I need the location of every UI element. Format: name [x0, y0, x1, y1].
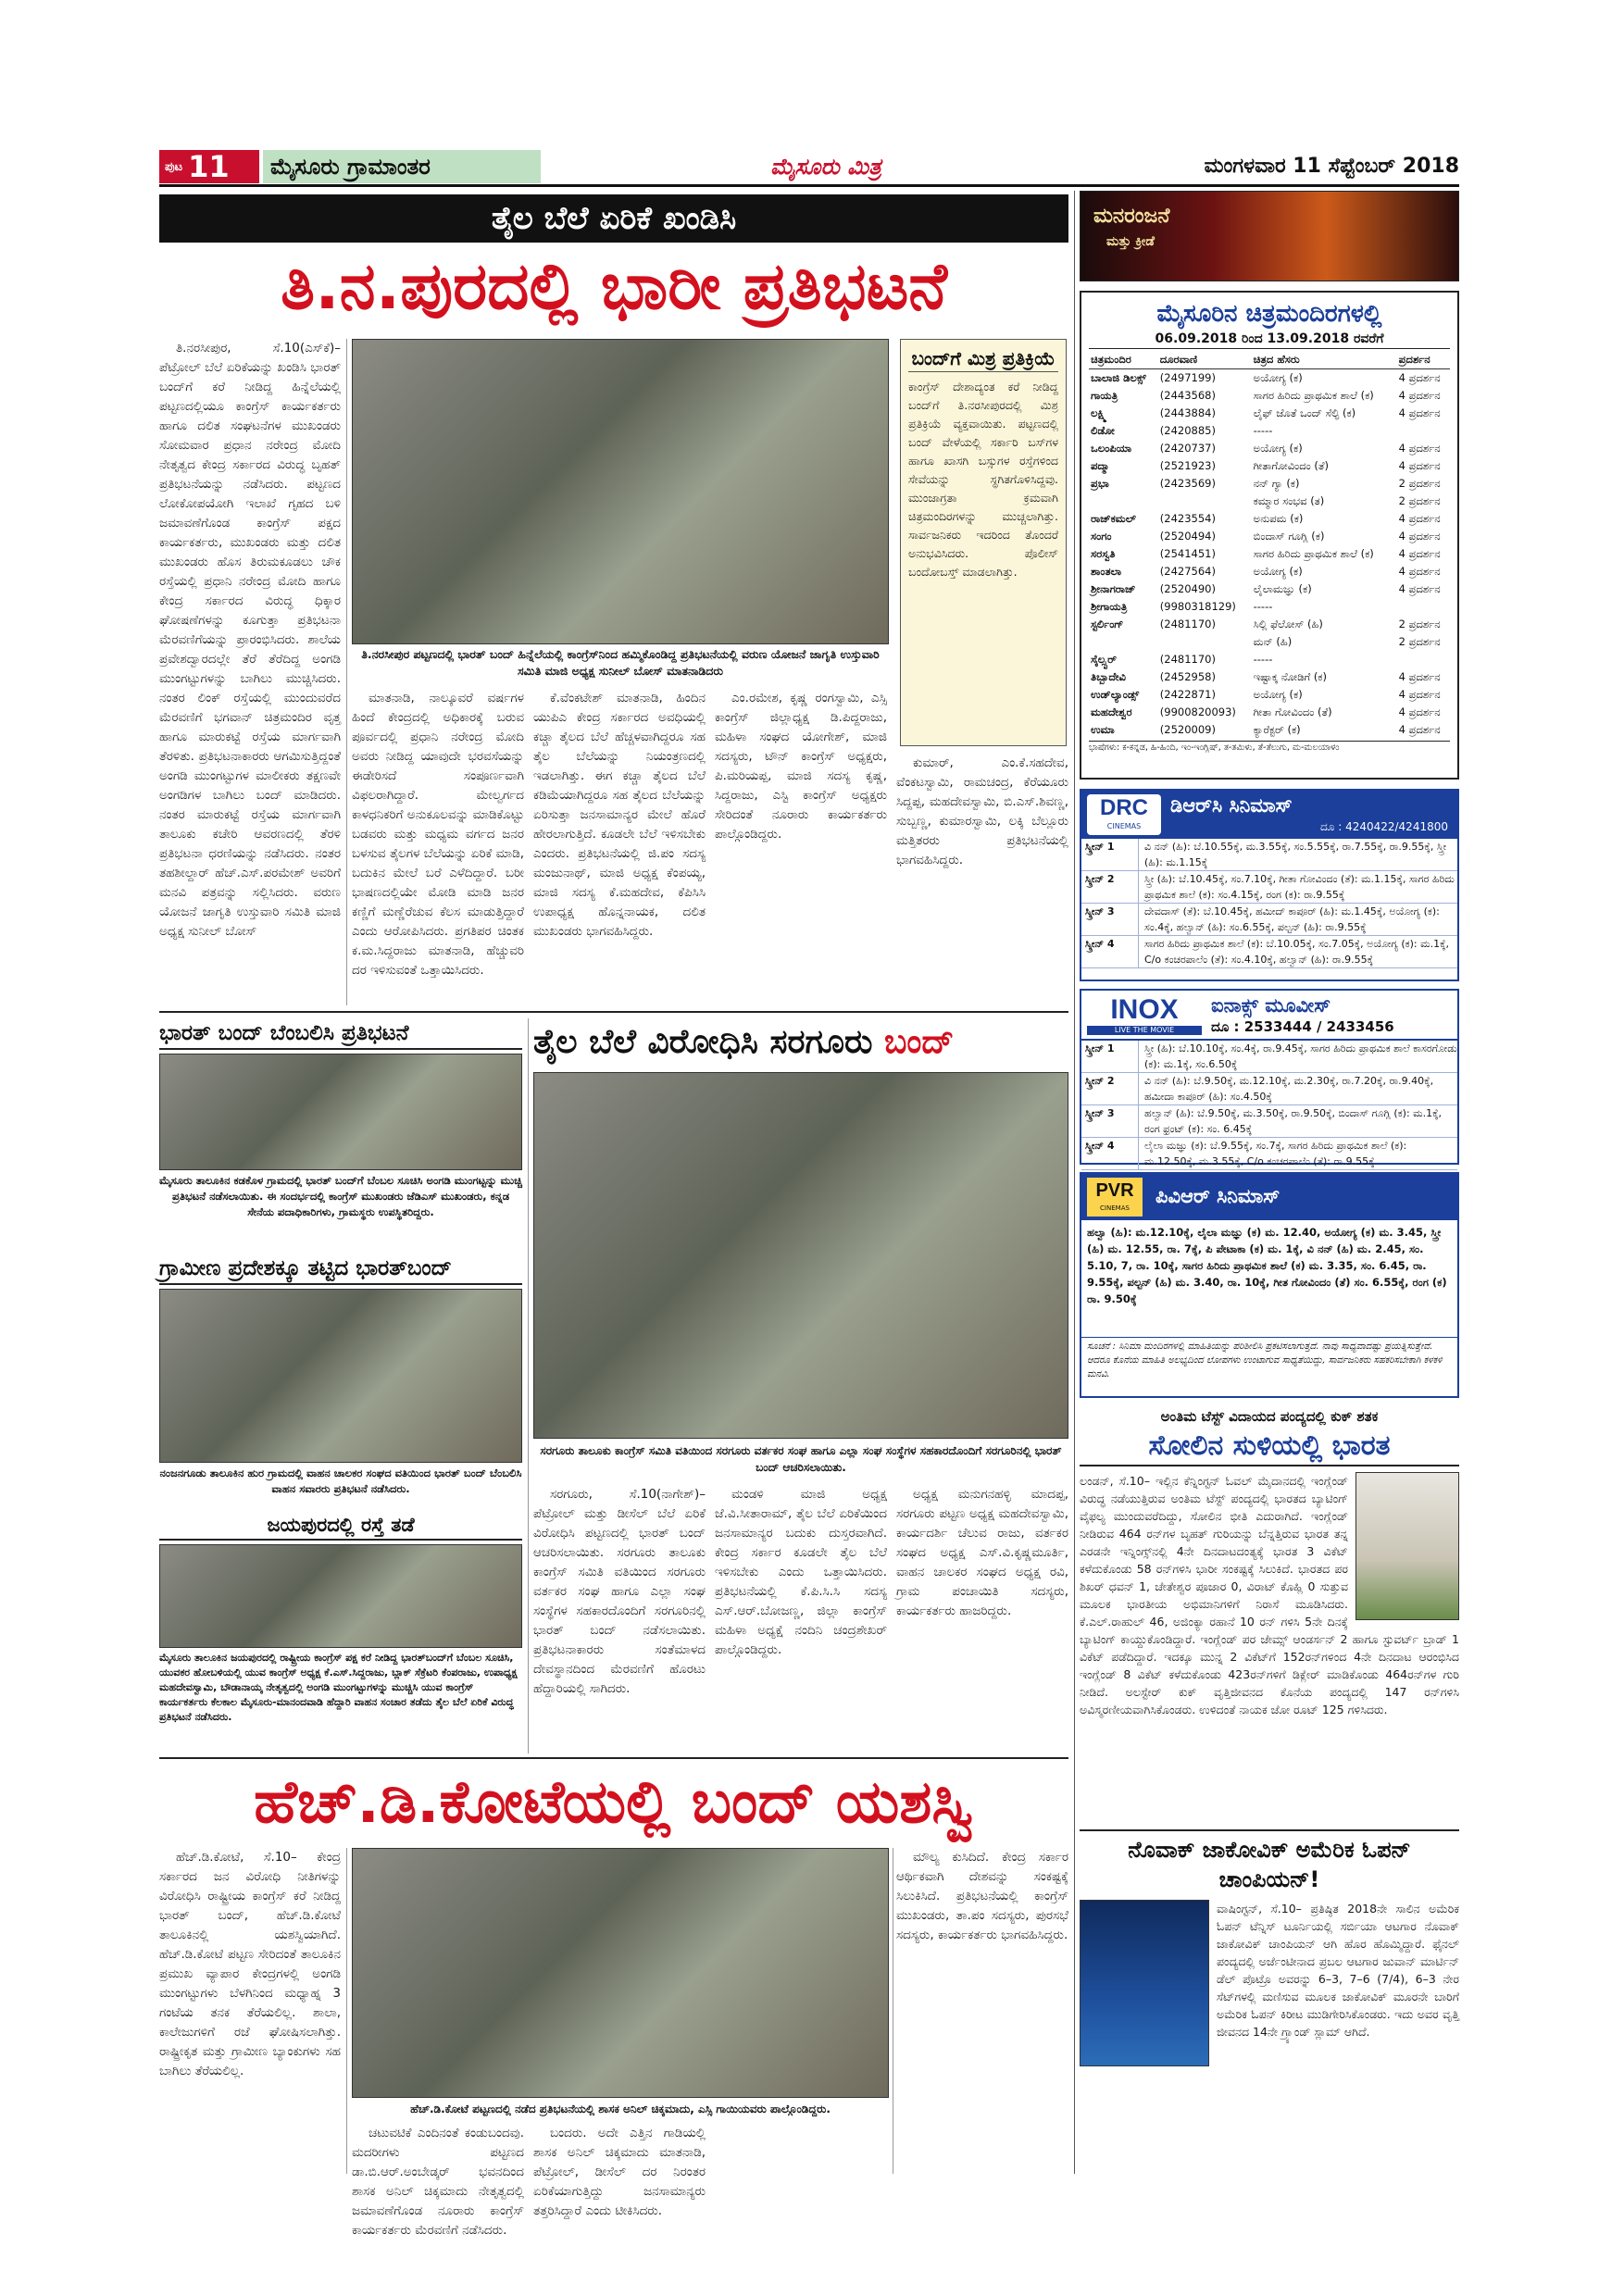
cinema-film: ಕ್ಯಾರೆಕ್ಟರ್ (ಕ) — [1253, 723, 1301, 736]
cinema-listing-title: ಮೈಸೂರಿನ ಚಿತ್ರಮಂದಿರಗಳಲ್ಲಿ — [1156, 300, 1382, 328]
drc-screen-label: ಸ್ಕ್ರೀನ್ 1 — [1081, 839, 1139, 870]
cinema-film: ಅನುಪಮ (ಕ) — [1253, 512, 1304, 525]
sports-photo — [1355, 1472, 1459, 1620]
cinema-phone: (9980318129) — [1159, 600, 1236, 613]
inox-screen-row — [1081, 1138, 1457, 1170]
cinema-film: ಸಾಗರ ಹಿರಿದು ಪ್ರಾಥಮಿಕ ಶಾಲೆ (ಕ) — [1253, 389, 1374, 402]
cinema-phone: (2423569) — [1159, 477, 1216, 490]
bandh-support-caption: ಮೈಸೂರು ತಾಲೂಕಿನ ಕಡಕೊಳ ಗ್ರಾಮದಲ್ಲಿ ಭಾರತ್ ಬಂದ್‌ಗೆ ಬೆಂಬಲ ಸೂಚಿಸಿ ಅಂಗಡಿ ಮುಂಗಟ್ಟನ್ನು ಮುಚ್ಚಿ ಪ್ರತಿಭಟನೆ ನಡೆಸಲಾಯಿತು. ಈ ಸಂದರ್ಭದಲ್ಲಿ ಕಾಂಗ್ರೆಸ್ ಮುಖಂಡರು ಜೆಡಿಎಸ್ ಮುಖಂಡರು, ಕನ್ನಡ ಸೇನೆಯ ಪದಾಧಿಕಾರಿಗಳು, ಗ್ರಾಮಸ್ಥರು ಉಪಸ್ಥಿತರಿದ್ದರು. — [159, 1174, 523, 1218]
lead-col3-text: ಕೆ.ವೆಂಕಟೇಶ್ ಮಾತನಾಡಿ, ಹಿಂದಿನ ಯುಪಿಎ ಕೇಂದ್ರ ಸರ್ಕಾರದ ಅವಧಿಯಲ್ಲಿ ಕಚ್ಚಾ ತೈಲದ ಬೆಲೆ ಹೆಚ್ಚಳವಾಗಿದ್ದರೂ ಸಹ ತೈಲ ಬೆಲೆಯನ್ನು ನಿಯಂತ್ರಣದಲ್ಲಿ ಇಡಲಾಗಿತ್ತು. ಈಗ ಕಚ್ಚಾ ತೈಲದ ಬೆಲೆ ಕಡಿಮೆಯಾಗಿದ್ದರೂ ಸಹ ತೈಲದ ಬೆಲೆಯನ್ನು ಏರಿಸುತ್ತಾ ಜನಸಾಮಾನ್ಯರ ಮೇಲೆ ಹೊರೆ ಹೇರಲಾಗುತ್ತಿದೆ. ಕೂಡಲೇ ಬೆಲೆ ಇಳಿಸಬೇಕು ಎಂದರು. ಪ್ರತಿಭಟನೆಯಲ್ಲಿ ಜಿ.ಪಂ ಸದಸ್ಯ ಮಂಜುನಾಥ್, ಮಾಜಿ ಅಧ್ಯಕ್ಷ ಕೆಂಪಯ್ಯ, ಮಾಜಿ ಸದಸ್ಯ ಕೆ.ಮಹದೇವ, ಕೆಪಿಸಿಸಿ ಉಪಾಧ್ಯಕ್ಷ ಹೊನ್ನನಾಯಕ, ದಲಿತ ಮುಖಂಡರು ಭಾಗವಹಿಸಿದ್ದರು. — [533, 691, 706, 939]
cinema-theatre: ಶಾಂತಲಾ — [1091, 565, 1122, 578]
drc-logo-text: DRC — [1100, 795, 1148, 820]
sports-story — [1080, 1405, 1459, 1822]
cinema-theatre: ಸ್ಟರ್ಲಿಂಗ್ — [1091, 618, 1124, 630]
cinema-row — [1089, 704, 1450, 721]
cinema-theatre: ಲಕ್ಷ್ಮಿ — [1091, 406, 1107, 419]
sargur-column-3 — [896, 1485, 1068, 1753]
cinema-shows — [1397, 651, 1450, 668]
hdkote-column-1 — [159, 1848, 341, 2174]
rural-bandh-photo — [159, 1289, 522, 1463]
drc-screen-listing: ದೇವದಾಸ್ (ತೆ): ಬೆ.10.45ಕ್ಕೆ, ಹಮೀದ್ ಕಾಪೂರ್ (ಹಿ): ಮ.1.45ಕ್ಕೆ, ಅಯೋಗ್ಯ (ಕ): ಸಂ.4ಕ್ಕೆ, ಹಲ್ವಾನ್ (ಹಿ): ಸಂ.6.55ಕ್ಕೆ, ಪಲ್ಟನ್ (ಹಿ): ರಾ.9.55ಕ್ಕೆ — [1144, 905, 1440, 933]
cinema-row — [1089, 457, 1450, 475]
sargur-column-2 — [715, 1485, 887, 1753]
cinema-film: ಲೈಫ್ ಜೊತೆ ಒಂದ್ ಸೆಲ್ಫಿ (ಕ) — [1253, 406, 1356, 419]
tennis-headline: ನೊವಾಕ್ ಜಾಕೋವಿಕ್ ಅಮೆರಿಕ ಓಪನ್ ಚಾಂಪಿಯನ್! — [1128, 1837, 1411, 1892]
cinema-film: ಗೀತಾ ಗೋವಿಂದಂ (ತೆ) — [1253, 705, 1332, 718]
cinema-shows: 4 ಪ್ರದರ್ಶನ — [1398, 688, 1441, 701]
cinema-row — [1089, 580, 1450, 598]
cinema-film: ಮನ್ (ಹಿ) — [1253, 635, 1293, 648]
hdkote-col2-text: ಚಟುವಟಿಕೆ ಎಂದಿನಂತೆ ಕಂಡುಬಂದವು. ಮದರೀಗಳು ಪಟ್ಟಣದ ಡಾ.ಬಿ.ಆರ್.ಅಂಬೇಡ್ಕರ್ ಭವನದಿಂದ ಶಾಸಕ ಅನಿಲ್ ಚಿಕ್ಕಮಾದು ನೇತೃತ್ವದಲ್ಲಿ ಜಮಾವಣೆಗೊಂಡ ನೂರಾರು ಕಾಂಗ್ರೆಸ್ ಕಾರ್ಯಕರ್ತರು ಮೆರವಣಿಗೆ ನಡೆಸಿದರು. — [352, 2126, 524, 2238]
sargur-col3-text: ಅಧ್ಯಕ್ಷ ಮನುಗನಹಳ್ಳಿ ಮಾದಪ್ಪ, ಸರಗೂರು ಪಟ್ಟಣ ಅಧ್ಯಕ್ಷ ಮಹದೇವಸ್ವಾಮಿ, ಕಾರ್ಯದರ್ಶಿ ಚೆಲುವ ರಾಜು, ವರ್ತಕರ ಸಂಘದ ಅಧ್ಯಕ್ಷ ಎಸ್.ವಿ.ಕೃಷ್ಣಮೂರ್ತಿ, ವಾಹನ ಚಾಲಕರ ಸಂಘದ ಅಧ್ಯಕ್ಷ ರವಿ, ಗ್ರಾಮ ಪಂಚಾಯಿತಿ ಸದಸ್ಯರು, ಕಾರ್ಯಕರ್ತರು ಹಾಜರಿದ್ದರು. — [896, 1487, 1068, 1618]
bandh-support-headline: ಭಾರತ್ ಬಂದ್ ಬೆಂಬಲಿಸಿ ಪ್ರತಿಭಟನೆ — [159, 1018, 522, 1050]
page-label: ಪುಟ — [165, 159, 183, 174]
lead-column-2 — [352, 689, 524, 1004]
rural-bandh-caption: ನಂಜನಗೂಡು ತಾಲೂಕಿನ ಹುರ ಗ್ರಾಮದಲ್ಲಿ ವಾಹನ ಚಾಲಕರ ಸಂಘದ ವತಿಯಿಂದ ಭಾರತ್ ಬಂದ್ ಬೆಂಬಲಿಸಿ ವಾಹನ ಸವಾರರು ಪ್ರತಿಭಟನೆ ನಡೆಸಿದರು. — [159, 1466, 522, 1495]
cinema-film: ಅಯೋಗ್ಯ (ಕ) — [1253, 371, 1303, 384]
lead-photo — [352, 339, 889, 644]
inox-logo — [1087, 994, 1202, 1037]
sargur-headline-red: ಬಂದ್ — [884, 1023, 955, 1061]
inox-logo-sub: LIVE THE MOVIE — [1087, 1026, 1202, 1035]
cinema-film: ಸಿಲ್ಲಿ ಫೆಲೋಸ್ (ಹಿ) — [1253, 618, 1323, 630]
cinema-row — [1089, 422, 1450, 440]
cinema-shows: 2 ಪ್ರದರ್ಶನ — [1398, 635, 1441, 648]
cinema-row — [1089, 369, 1450, 388]
hdkote-col3-text: ಬಂದರು. ಅದೇ ಎತ್ತಿನ ಗಾಡಿಯಲ್ಲಿ ಶಾಸಕ ಅನಿಲ್ ಚಿಕ್ಕಮಾದು ಮಾತನಾಡಿ, ಪೆಟ್ರೋಲ್, ಡೀಸೆಲ್ ದರ ನಿರಂತರ ಏರಿಕೆಯಾಗುತ್ತಿದ್ದು ಜನಸಾಮಾನ್ಯರು ತತ್ತರಿಸಿದ್ದಾರೆ ಎಂದು ಟೀಕಿಸಿದರು. — [533, 2126, 706, 2218]
cinema-row — [1089, 598, 1450, 616]
cinema-row — [1089, 651, 1450, 668]
cinema-film: ಕಮ್ಮಾರ ಸಂಭವ (ತ) — [1253, 494, 1325, 507]
reaction-box-title: ಬಂದ್‌ಗೆ ಮಿಶ್ರ ಪ್ರತಿಕ್ರಿಯೆ — [908, 345, 1058, 372]
cinema-row — [1089, 633, 1450, 651]
cinema-phone — [1158, 493, 1252, 510]
cinema-theatre: ಉಡ್‌ಲ್ಯಾಂಡ್ಸ್ — [1091, 688, 1140, 701]
page-number-badge — [159, 150, 259, 183]
lead-photo-caption: ತಿ.ನರಸೀಪುರ ಪಟ್ಟಣದಲ್ಲಿ ಭಾರತ್ ಬಂದ್ ಹಿನ್ನೆಲೆಯಲ್ಲಿ ಕಾಂಗ್ರೆಸ್‌ನಿಂದ ಹಮ್ಮಿಕೊಂಡಿದ್ದ ಪ್ರತಿಭಟನೆಯಲ್ಲಿ ವರುಣ ಯೋಜನೆ ಜಾಗೃತಿ ಉಸ್ತುವಾರಿ ಸಮಿತಿ ಮಾಜಿ ಅಧ್ಯಕ್ಷ ಸುನೀಲ್ ಬೋಸ್ ಮಾತನಾಡಿದರು — [361, 647, 880, 678]
cinema-phone — [1158, 633, 1252, 651]
cinema-row — [1089, 405, 1450, 422]
cinema-shows: 2 ಪ್ರದರ್ಶನ — [1398, 494, 1441, 507]
col-film: ಚಿತ್ರದ ಹೆಸರು — [1252, 351, 1397, 369]
pvr-title: ಪಿವಿಆರ್ ಸಿನಿಮಾಸ್ — [1156, 1185, 1280, 1207]
inox-cinemas-box — [1080, 989, 1459, 1165]
cinema-row — [1089, 528, 1450, 545]
inox-logo-text: INOX — [1110, 994, 1179, 1025]
cinema-theatre: ಪ್ರಭಾ — [1091, 477, 1109, 490]
inox-screen-label: ಸ್ಕ್ರೀನ್ 1 — [1081, 1041, 1139, 1072]
pvr-cinemas-box — [1080, 1172, 1459, 1398]
inox-screen-label: ಸ್ಕ್ರೀನ್ 3 — [1081, 1105, 1139, 1137]
cinema-listing-body — [1089, 369, 1450, 740]
cinema-theatre — [1089, 633, 1158, 651]
lead-column-3 — [533, 689, 706, 1004]
pvr-note: ಸೂಚನೆ : ಸಿನಿಮಾ ಮಂದಿರಗಳಲ್ಲಿ ಮಾಹಿತಿಯನ್ನು ಪರಿಶೀಲಿಸಿ ಪ್ರಕಟಿಸಲಾಗುತ್ತದೆ. ನಾವು ಸಾಧ್ಯವಾದಷ್ಟು ಪ್ರಯತ್ನಿಸುತ್ತೇವೆ. ಆದರೂ ಕೊನೆಯ ಮಾಹಿತಿ ಅಲಭ್ಯದಿಂದ ಲೋಪಗಳು ಉಂಟಾಗುವ ಸಾಧ್ಯತೆಯಿದ್ದು, ಸಾರ್ವಜನಿಕರು ಸಹಕರಿಸಬೇಕಾಗಿ ಕಳಕಳಿ ಮನವಿ. — [1081, 1337, 1457, 1394]
cinema-phone: (2420885) — [1159, 424, 1216, 437]
cinema-row — [1089, 545, 1450, 563]
col-phone: ದೂರವಾಣಿ — [1158, 351, 1252, 369]
inox-screen-listing: ಹಲ್ವಾನ್ (ಹಿ): ಬೆ.9.50ಕ್ಕೆ, ಮ.3.50ಕ್ಕೆ, ರಾ.9.50ಕ್ಕೆ, ಬಿಂದಾಸ್ ಗೂಗ್ಲಿ (ಕ): ಮ.1ಕ್ಕೆ, ರಂಗ ಫ್ರಂಟ್ (ಕ): ಸಂ. 6.45ಕ್ಕೆ — [1144, 1107, 1443, 1135]
jayapura-photo — [159, 1544, 522, 1648]
pvr-logo — [1087, 1178, 1143, 1217]
drc-showtimes — [1081, 839, 1457, 968]
inox-screen-row — [1081, 1105, 1457, 1138]
tennis-photo — [1080, 1900, 1209, 2066]
drc-screen-listing: ವಿ ನನ್ (ಹಿ): ಬೆ.10.55ಕ್ಕೆ, ಮ.3.55ಕ್ಕೆ, ಸಂ.5.55ಕ್ಕೆ, ರಾ.7.55ಕ್ಕೆ, ರಾ.9.55ಕ್ಕೆ, ಸ್ತ್ರೀ (ಹಿ): ಮ.1.15ಕ್ಕೆ — [1144, 841, 1447, 868]
pvr-header — [1081, 1174, 1457, 1220]
cinema-row — [1089, 440, 1450, 457]
entertainment-title: ಮನರಂಜನೆ — [1093, 205, 1170, 228]
cinema-film: ಇಷ್ಟಾಕ್ಕ ನೋಡಿಗೆ (ಕ) — [1253, 670, 1327, 683]
cinema-shows: 4 ಪ್ರದರ್ಶನ — [1398, 582, 1441, 595]
lead-col5-text: ಕುಮಾರ್, ಎಂ.ಕೆ.ಸಹದೇವ, ವೆಂಕಟಸ್ವಾಮಿ, ರಾಮಚಂದ್ರ, ಕೆರೆಯೂರು ಸಿದ್ದಪ್ಪ, ಮಹದೇವಸ್ವಾಮಿ, ಬಿ.ಎಸ್.ಶಿವಣ್ಣ, ಸುಬ್ಬಣ್ಣ, ಕುಮಾರಸ್ವಾಮಿ, ಲಕ್ಕಿ ಬೆಲ್ಲೂರು ಮತ್ತಿತರರು ಪ್ರತಿಭಟನೆಯಲ್ಲಿ ಭಾಗವಹಿಸಿದ್ದರು. — [896, 755, 1068, 867]
drc-screen-label: ಸ್ಕ್ರೀನ್ 3 — [1081, 904, 1139, 935]
rural-bandh-story — [159, 1254, 522, 1505]
inox-screen-listing: ಲೈಲಾ ಮಜ್ಞು (ಕ): ಬೆ.9.55ಕ್ಕೆ, ಸಂ.7ಕ್ಕೆ, ಸಾಗರ ಹಿರಿದು ಪ್ರಾಥಮಿಕ ಶಾಲೆ (ಕ): ಮ.12.50ಕ್ಕೆ, ಮ.3.55ಕ್ಕೆ, C/o ಕಂಚರಪಾಲೆಂ (ತೆ): ರಾ.9.55ಕ್ಕೆ — [1144, 1140, 1407, 1167]
section-label: ಮೈಸೂರು ಗ್ರಾಮಾಂತರ — [263, 150, 541, 183]
sargur-headline-main: ತೈಲ ಬೆಲೆ ವಿರೋಧಿಸಿ ಸರಗೂರು — [533, 1023, 885, 1061]
inox-phone: ದೂ : 2533444 / 2433456 — [1211, 1018, 1394, 1035]
hdkote-col1-text: ಹೆಚ್.ಡಿ.ಕೋಟೆ, ಸೆ.10– ಕೇಂದ್ರ ಸರ್ಕಾರದ ಜನ ವಿರೋಧಿ ನೀತಿಗಳನ್ನು ವಿರೋಧಿಸಿ ರಾಷ್ಟ್ರೀಯ ಕಾಂಗ್ರೆಸ್ ಕರೆ ನೀಡಿದ್ದ ಭಾರತ್ ಬಂದ್, ಹೆಚ್.ಡಿ.ಕೋಟೆ ತಾಲೂಕಿನಲ್ಲಿ ಯಶಸ್ವಿಯಾಗಿದೆ. ಹೆಚ್.ಡಿ.ಕೋಟೆ ಪಟ್ಟಣ ಸೇರಿದಂತೆ ತಾಲೂಕಿನ ಪ್ರಮುಖ ವ್ಯಾಪಾರ ಕೇಂದ್ರಗಳಲ್ಲಿ ಅಂಗಡಿ ಮುಂಗಟ್ಟುಗಳು ಬೆಳಗಿನಿಂದ ಮಧ್ಯಾಹ್ನ 3 ಗಂಟೆಯ ತನಕ ತೆರೆಯಲಿಲ್ಲ. ಶಾಲಾ, ಕಾಲೇಜುಗಳಿಗೆ ರಜೆ ಘೋಷಿಸಲಾಗಿತ್ತು. ರಾಷ್ಟ್ರೀಕೃತ ಮತ್ತು ಗ್ರಾಮೀಣ ಬ್ಯಾಂಕುಗಳು ಸಹ ಬಾಗಿಲು ತೆರೆಯಲಿಲ್ಲ. — [159, 1850, 341, 2078]
cinema-film: ಅಯೋಗ್ಯ (ಕ) — [1253, 688, 1303, 701]
pvr-logo-sub: CINEMAS — [1100, 1204, 1130, 1212]
cinema-shows: 4 ಪ್ರದರ್ಶನ — [1398, 389, 1441, 402]
cinema-phone: (2422871) — [1159, 688, 1216, 701]
cinema-phone: (2520490) — [1159, 582, 1216, 595]
cinema-theatre: ಶ್ರೀನಾಗರಾಜ್ — [1091, 582, 1136, 595]
jayapura-headline: ಜಯಪುರದಲ್ಲಿ ರಸ್ತೆ ತಡೆ — [159, 1511, 522, 1541]
drc-screen-row — [1081, 936, 1457, 968]
drc-screen-row — [1081, 839, 1457, 871]
col-theatre: ಚಿತ್ರಮಂದಿರ — [1089, 351, 1158, 369]
cinema-theatre: ರಾಜ್‌ಕಮಲ್ — [1091, 512, 1136, 525]
cinema-shows: 2 ಪ್ರದರ್ಶನ — [1398, 618, 1441, 630]
cinema-theatre: ಲಿಡೋ — [1091, 424, 1115, 437]
cinema-phone: (2520494) — [1159, 530, 1216, 543]
inox-showtimes — [1081, 1041, 1457, 1170]
hdkote-photo — [352, 1848, 889, 2098]
sargur-col2-text: ಮಂಡಳಿ ಮಾಜಿ ಅಧ್ಯಕ್ಷ ಜೆ.ವಿ.ಸೀತಾರಾಮ್, ತೈಲ ಬೆಲೆ ಏರಿಕೆಯಿಂದ ಜನಸಾಮಾನ್ಯರ ಬದುಕು ದುಸ್ತರವಾಗಿದೆ. ಕೇಂದ್ರ ಸರ್ಕಾರ ಕೂಡಲೇ ತೈಲ ಬೆಲೆ ಇಳಿಸಬೇಕು ಎಂದು ಒತ್ತಾಯಿಸಿದರು. ಪ್ರತಿಭಟನೆಯಲ್ಲಿ ಕೆ.ಪಿ.ಸಿ.ಸಿ ಸದಸ್ಯ ಎಸ್.ಆರ್.ಬೋಜಣ್ಣ, ಜಿಲ್ಲಾ ಕಾಂಗ್ರೆಸ್ ಮಹಿಳಾ ಅಧ್ಯಕ್ಷೆ ನಂದಿನಿ ಚಂದ್ರಶೇಖರ್ ಪಾಲ್ಗೊಂಡಿದ್ದರು. — [715, 1487, 887, 1657]
inox-screen-listing: ಸ್ತ್ರೀ (ಹಿ): ಬೆ.10.10ಕ್ಕೆ, ಸಂ.4ಕ್ಕೆ, ರಾ.9.45ಕ್ಕೆ, ಸಾಗರ ಹಿರಿದು ಪ್ರಾಥಮಿಕ ಶಾಲೆ ಕಾಸರಗೋಡು (ಕ): ಮ.1ಕ್ಕೆ, ಸಂ.6.50ಕ್ಕೆ — [1144, 1042, 1457, 1070]
drc-title: ಡಿಆರ್‌ಸಿ ಸಿನಿಮಾಸ್ — [1170, 794, 1293, 817]
cinema-row — [1089, 475, 1450, 493]
cinema-theatre — [1089, 493, 1158, 510]
drc-screen-listing: ಸಾಗರ ಹಿರಿದು ಪ್ರಾಥಮಿಕ ಶಾಲೆ (ಕ): ಬೆ.10.05ಕ್ಕೆ, ಸಂ.7.05ಕ್ಕೆ, ಅಯೋಗ್ಯ (ಕ): ಮ.1ಕ್ಕೆ, C/o ಕಂಚರಪಾಲೆಂ (ತೆ): ಸಂ.4.10ಕ್ಕೆ, ಹಲ್ವಾನ್ (ಹಿ): ರಾ.9.55ಕ್ಕೆ — [1144, 938, 1450, 966]
cinema-shows: 4 ಪ್ರದರ್ಶನ — [1398, 371, 1441, 384]
sargur-col1-text: ಸರಗೂರು, ಸೆ.10(ನಾಗೇಶ್)– ಪೆಟ್ರೋಲ್ ಮತ್ತು ಡೀಸೆಲ್ ಬೆಲೆ ಏರಿಕೆ ವಿರೋಧಿಸಿ ಪಟ್ಟಣದಲ್ಲಿ ಭಾರತ್ ಬಂದ್ ಆಚರಿಸಲಾಯಿತು. ಸರಗೂರು ತಾಲೂಕು ಕಾಂಗ್ರೆಸ್ ಸಮಿತಿ ವತಿಯಿಂದ ಸರಗೂರು ವರ್ತಕರ ಸಂಘ ಹಾಗೂ ಎಲ್ಲಾ ಸಂಘ ಸಂಸ್ಥೆಗಳ ಸಹಕಾರದೊಂದಿಗೆ ಸರಗೂರಿನಲ್ಲಿ ಭಾರತ್ ಬಂದ್ ನಡೆಸಲಾಯಿತು. ಪ್ರತಿಭಟನಾಕಾರರು ಸಂತೆಮಾಳದ ದೇವಸ್ಥಾನದಿಂದ ಮೆರವಣಿಗೆ ಹೊರಟು ಹೆದ್ದಾರಿಯಲ್ಲಿ ಸಾಗಿದರು. — [533, 1487, 706, 1696]
cinema-phone: (2443884) — [1159, 406, 1216, 419]
cinema-shows: 4 ಪ್ರದರ್ಶನ — [1398, 565, 1441, 578]
tennis-story — [1080, 1829, 1459, 2174]
cinema-film: ----- — [1253, 653, 1273, 666]
inox-screen-row — [1081, 1073, 1457, 1105]
cinema-phone: (2423554) — [1159, 512, 1216, 525]
lead-column-1 — [159, 339, 341, 1005]
paper-name: ಮೈಸೂರು ಮಿತ್ರ — [770, 154, 881, 180]
hdkote-col4-text: ಮೌಲ್ಯ ಕುಸಿದಿದೆ. ಕೇಂದ್ರ ಸರ್ಕಾರ ಆರ್ಥಿಕವಾಗಿ ದೇಶವನ್ನು ಸಂಕಷ್ಟಕ್ಕೆ ಸಿಲುಕಿಸಿದೆ. ಪ್ರತಿಭಟನೆಯಲ್ಲಿ ಕಾಂಗ್ರೆಸ್ ಮುಖಂಡರು, ತಾ.ಪಂ ಸದಸ್ಯರು, ಪುರಸಭೆ ಸದಸ್ಯರು, ಕಾರ್ಯಕರ್ತರು ಭಾಗವಹಿಸಿದ್ದರು. — [896, 1850, 1068, 1942]
drc-header — [1081, 791, 1457, 839]
cinema-phone: (2481170) — [1159, 653, 1216, 666]
page-header — [159, 148, 1459, 187]
cinema-theatre: ತಿಬ್ಬಾದೇವಿ — [1091, 670, 1126, 683]
cinema-film: ----- — [1253, 600, 1273, 613]
cinema-theatre: ಸರಸ್ವತಿ — [1091, 547, 1116, 560]
cinema-theatre: ಉಮಾ — [1091, 723, 1115, 736]
lead-column-5 — [896, 754, 1068, 1004]
cinema-row — [1089, 721, 1450, 739]
cinema-theatre: ಸಂಗಂ — [1091, 530, 1112, 543]
cinema-theatre: ಪದ್ಮಾ — [1091, 459, 1110, 472]
cinema-phone: (2520009) — [1159, 723, 1216, 736]
sargur-photo — [533, 1072, 1068, 1439]
hdkote-column-3 — [533, 2124, 706, 2218]
cinema-shows — [1397, 422, 1450, 440]
drc-screen-row — [1081, 904, 1457, 936]
inox-screen-row — [1081, 1041, 1457, 1073]
cinema-film: ಬಿಂದಾಸ್ ಗೂಗ್ಲಿ (ಕ) — [1253, 530, 1325, 543]
drc-screen-row — [1081, 871, 1457, 904]
cinema-shows: 4 ಪ್ರದರ್ಶನ — [1398, 442, 1441, 455]
cinema-shows: 2 ಪ್ರದರ್ಶನ — [1398, 477, 1441, 490]
cinema-listing-legend: ಭಾಷೆಗಳು: ಕ-ಕನ್ನಡ, ಹಿ-ಹಿಂದಿ, ಇಂ-ಇಂಗ್ಲಿಷ್, ತ-ತಮಿಳು, ತೆ-ತೆಲುಗು, ಮ-ಮಲಯಾಳಂ — [1089, 741, 1450, 755]
cinema-theatre: ಬಾಲಾಜಿ ಡಿಲಕ್ಸ್ — [1091, 371, 1146, 384]
drc-screen-label: ಸ್ಕ್ರೀನ್ 4 — [1081, 936, 1139, 967]
cinema-row — [1089, 510, 1450, 528]
cinema-phone: (9900820093) — [1159, 705, 1236, 718]
cinema-shows — [1397, 598, 1450, 616]
bandh-support-photo — [159, 1054, 522, 1170]
page-date: ಮಂಗಳವಾರ 11 ಸೆಪ್ಟೆಂಬರ್ 2018 — [1204, 155, 1459, 178]
lead-kicker: ತೈಲ ಬೆಲೆ ಏರಿಕೆ ಖಂಡಿಸಿ — [159, 194, 1068, 243]
drc-screen-listing: ಸ್ತ್ರೀ (ಹಿ): ಬೆ.10.45ಕ್ಕೆ, ಸಂ.7.10ಕ್ಕೆ, ಗೀತಾ ಗೋವಿಂದಂ (ತೆ): ಮ.1.15ಕ್ಕೆ, ಸಾಗರ ಹಿರಿದು ಪ್ರಾಥಮಿಕ ಶಾಲೆ (ಕ): ಸಂ.4.15ಕ್ಕೆ, ರಂಗ (ಕ): ರಾ.9.55ಕ್ಕೆ — [1144, 873, 1455, 901]
cinema-row — [1089, 616, 1450, 633]
sargur-column-1 — [533, 1485, 706, 1753]
cinema-listing — [1080, 291, 1459, 780]
drc-logo — [1087, 794, 1161, 835]
lead-column-4 — [715, 689, 887, 1004]
cinema-phone: (2481170) — [1159, 618, 1216, 630]
entertainment-banner — [1080, 191, 1459, 281]
cinema-theatre: ಶ್ರೀಗಾಯತ್ರಿ — [1091, 600, 1128, 613]
cinema-phone: (2497199) — [1159, 371, 1216, 384]
cinema-theatre: ಮಹದೇಶ್ವರ — [1091, 705, 1132, 718]
cinema-film: ಅಯೋಗ್ಯ (ಕ) — [1253, 565, 1303, 578]
jayapura-caption: ಮೈಸೂರು ತಾಲೂಕಿನ ಜಯಪುರದಲ್ಲಿ ರಾಷ್ಟ್ರೀಯ ಕಾಂಗ್ರೆಸ್ ಪಕ್ಷ ಕರೆ ನೀಡಿದ್ದ ಭಾರತ್‌ಬಂದ್‌ಗೆ ಬೆಂಬಲ ಸೂಚಿಸಿ, ಯುವಕರ ಹೋಬಳಿಯಲ್ಲಿ ಯುವ ಕಾಂಗ್ರೆಸ್ ಅಧ್ಯಕ್ಷ ಕೆ.ಎಸ್.ಸಿದ್ದರಾಜು, ಬ್ಲಾಕ್ ಸೆಕ್ರೆಟರಿ ಕೆಂಪರಾಜು, ಉಪಾಧ್ಯಕ್ಷ ಮಹದೇವಸ್ವಾಮಿ, ಬೌಡಾನಾಯ್ಕ ನೇತೃತ್ವದಲ್ಲಿ ಅಂಗಡಿ ಮುಂಗಟ್ಟುಗಳನ್ನು ಮುಚ್ಚಿಸಿ ಯುವ ಕಾಂಗ್ರೆಸ್ ಕಾರ್ಯಕರ್ತರು ಕೆಲಕಾಲ ಮೈಸೂರು-ಮಾನಂದವಾಡಿ ಹೆದ್ದಾರಿ ವಾಹನ ಸಂಚಾರ ತಡೆದು ತೈಲ ಬೆಲೆ ಏರಿಕೆ ವಿರುದ್ಧ ಪ್ರತಿಭಟನೆ ನಡೆಸಿದರು. — [159, 1652, 518, 1723]
drc-cinemas-box — [1080, 789, 1459, 981]
rural-bandh-headline: ಗ್ರಾಮೀಣ ಪ್ರದೇಶಕ್ಕೂ ತಟ್ಟಿದ ಭಾರತ್‌ಬಂದ್ — [159, 1254, 522, 1285]
sports-headline: ಸೋಲಿನ ಸುಳಿಯಲ್ಲಿ ಭಾರತ — [1080, 1428, 1459, 1466]
page-number: 11 — [188, 149, 230, 184]
pvr-logo-text: PVR — [1095, 1180, 1134, 1201]
pvr-listing: ಹಲ್ವಾ (ಹಿ): ಮ.12.10ಕ್ಕೆ, ಲೈಲಾ ಮಜ್ಞು (ಕ) ಮ. 12.40, ಅಯೋಗ್ಯ (ಕ) ಮ. 3.45, ಸ್ತ್ರೀ (ಹಿ) ಮ. 12.55, ರಾ. 7ಕ್ಕೆ, ಪಿ ಪೇಟಾಕಾ (ಕ) ಮ. 1ಕ್ಕೆ, ವಿ ನನ್ (ಹಿ) ಮ. 2.45, ಸಂ. 5.10, 7, ರಾ. 10ಕ್ಕೆ, ಸಾಗರ ಹಿರಿದು ಪ್ರಾಥಮಿಕ ಶಾಲೆ (ಕ) ಮ. 3.35, ಸಂ. 6.45, ರಾ. 9.55ಕ್ಕೆ, ಪಲ್ಟನ್ (ಹಿ) ಮ. 3.40, ರಾ. 10ಕ್ಕೆ, ಗೀತ ಗೋವಿಂದಂ (ತೆ) ಸಂ. 6.55ಕ್ಕೆ, ರಂಗ (ಕ) ರಾ. 9.50ಕ್ಕೆ — [1087, 1226, 1447, 1305]
reaction-box-body: ಕಾಂಗ್ರೆಸ್ ದೇಶಾದ್ಯಂತ ಕರೆ ನೀಡಿದ್ದ ಬಂದ್‌ಗೆ ತಿ.ನರಸೀಪುರದಲ್ಲಿ ಮಿಶ್ರ ಪ್ರತಿಕ್ರಿಯೆ ವ್ಯಕ್ತವಾಯಿತು. ಪಟ್ಟಣದಲ್ಲಿ ಬಂದ್ ವೇಳೆಯಲ್ಲಿ ಸರ್ಕಾರಿ ಬಸ್‌ಗಳ ಹಾಗೂ ಖಾಸಗಿ ಬಸ್ಸುಗಳ ರಸ್ತೆಗಳಿಂದ ಸೇವೆಯನ್ನು ಸ್ಥಗಿತಗೊಳಿಸಿದ್ದವು. ಮುಂಜಾಗ್ರತಾ ಕ್ರಮವಾಗಿ ಚಿತ್ರಮಂದಿರಗಳನ್ನು ಮುಚ್ಚಲಾಗಿತ್ತು. ಸಾರ್ವಜನಿಕರು ಇದರಿಂದ ತೊಂದರೆ ಅನುಭವಿಸಿದರು. ಪೊಲೀಸ್ ಬಂದೋಬಸ್ತ್ ಮಾಡಲಾಗಿತ್ತು. — [908, 380, 1058, 579]
cinema-shows: 4 ಪ್ರದರ್ಶನ — [1398, 530, 1441, 543]
inox-screen-label: ಸ್ಕ್ರೀನ್ 2 — [1081, 1073, 1139, 1104]
cinema-shows: 4 ಪ್ರದರ್ಶನ — [1398, 723, 1441, 736]
cinema-shows: 4 ಪ್ರದರ್ಶನ — [1398, 705, 1441, 718]
lead-headline: ತಿ.ನ.ಪುರದಲ್ಲಿ ಭಾರೀ ಪ್ರತಿಭಟನೆ — [280, 248, 948, 324]
hdkote-headline: ಹೆಚ್.ಡಿ.ಕೋಟೆಯಲ್ಲಿ ಬಂದ್ ಯಶಸ್ವಿ — [254, 1768, 974, 1837]
inox-header — [1081, 991, 1457, 1041]
cinema-listing-dates: 06.09.2018 ರಿಂದ 13.09.2018 ರವರೆಗೆ — [1089, 330, 1450, 349]
cinema-theatre: ಸೈಲ್ಸ್ಟರ್ — [1091, 653, 1117, 666]
cinema-theatre: ಗಾಯತ್ರಿ — [1091, 389, 1118, 402]
cinema-row — [1089, 493, 1450, 510]
hdkote-photo-caption: ಹೆಚ್.ಡಿ.ಕೋಟೆ ಪಟ್ಟಣದಲ್ಲಿ ನಡೆದ ಪ್ರತಿಭಟನೆಯಲ್ಲಿ ಶಾಸಕ ಅನಿಲ್ ಚಿಕ್ಕಮಾದು, ಎಸ್ಸಿ ಗಾಯಿಯವರು ಪಾಲ್ಗೊಂಡಿದ್ದರು. — [410, 2103, 831, 2115]
cinema-phone: (2420737) — [1159, 442, 1216, 455]
cinema-theatre: ಒಲಂಪಿಯಾ — [1091, 442, 1132, 455]
drc-phone: ದೂ : 4240422/4241800 — [1319, 820, 1448, 833]
cinema-row — [1089, 387, 1450, 405]
cinema-film: ಲೈಲಾಮಜ್ಞು (ಕ) — [1253, 582, 1312, 595]
cinema-phone: (2541451) — [1159, 547, 1216, 560]
cinema-shows: 4 ಪ್ರದರ್ಶನ — [1398, 512, 1441, 525]
hdkote-column-4 — [896, 1848, 1068, 2174]
inox-title: ಐನಾಕ್ಸ್ ಮೂವೀಸ್ — [1211, 994, 1331, 1017]
lead-col4-text: ಎಂ.ರಮೇಶ, ಕೃಷ್ಣ ರಂಗಸ್ವಾಮಿ, ಎಸ್ಸಿ ಕಾಂಗ್ರೆಸ್ ಜಿಲ್ಲಾಧ್ಯಕ್ಷ ಡಿ.ಪಿದ್ದರಾಜು, ಮಹಿಳಾ ಸಂಘದ ಯೋಗೇಶ್, ಮಾಜಿ ಸದಸ್ಯರು, ಟೌನ್ ಕಾಂಗ್ರೆಸ್ ಅಧ್ಯಕ್ಷರು, ಪಿ.ಮರಿಯಪ್ಪ, ಮಾಜಿ ಸದಸ್ಯ ಕೃಷ್ಣ, ಸಿದ್ದರಾಜು, ಎಸ್ಟಿ ಕಾಂಗ್ರೆಸ್ ಅಧ್ಯಕ್ಷರು ಸೇರಿದಂತೆ ನೂರಾರು ಕಾರ್ಯಕರ್ತರು ಪಾಲ್ಗೊಂಡಿದ್ದರು. — [715, 691, 887, 842]
cinema-phone: (2443568) — [1159, 389, 1216, 402]
cinema-film: ನನ್ ಗ್ಯಾ (ಕ) — [1253, 477, 1300, 490]
bandh-support-story — [159, 1018, 522, 1250]
cinema-row — [1089, 668, 1450, 686]
inox-screen-listing: ವಿ ನನ್ (ಹಿ): ಬೆ.9.50ಕ್ಕೆ, ಮ.12.10ಕ್ಕೆ, ಮ.2.30ಕ್ಕೆ, ರಾ.7.20ಕ್ಕೆ, ರಾ.9.40ಕ್ಕೆ, ಹಮೀದಾ ಕಾಪೂರ್ (ಹಿ): ಸಂ.4.50ಕ್ಕೆ — [1144, 1075, 1434, 1103]
cinema-film: ----- — [1253, 424, 1273, 437]
drc-logo-sub: CINEMAS — [1106, 822, 1142, 830]
cinema-shows: 4 ಪ್ರದರ್ಶನ — [1398, 406, 1441, 419]
cinema-shows: 4 ಪ್ರದರ್ಶನ — [1398, 670, 1441, 683]
hdkote-column-2 — [352, 2124, 524, 2238]
sports-kicker: ಅಂತಿಮ ಟೆಸ್ಟ್ ವಿದಾಯದ ಪಂದ್ಯದಲ್ಲಿ ಕುಕ್ ಶತಕ — [1160, 1408, 1379, 1425]
cinema-phone: (2521923) — [1159, 459, 1216, 472]
cinema-phone: (2452958) — [1159, 670, 1216, 683]
cinema-listing-header-row — [1089, 351, 1450, 369]
tennis-body: ವಾಷಿಂಗ್ಟನ್, ಸೆ.10– ಪ್ರತಿಷ್ಠಿತ 2018ನೇ ಸಾಲಿನ ಅಮೆರಿಕ ಓಪನ್ ಟೆನ್ನಿಸ್ ಟೂರ್ನಿಯಲ್ಲಿ ಸರ್ಬಿಯಾ ಆಟಗಾರ ನೊವಾಕ್ ಜಾಕೋವಿಕ್ ಚಾಂಪಿಯನ್ ಆಗಿ ಹೊರ ಹೊಮ್ಮಿದ್ದಾರೆ. ಫೈನಲ್ ಪಂದ್ಯದಲ್ಲಿ ಅರ್ಜೆಂಟೀನಾದ ಪ್ರಬಲ ಆಟಗಾರ ಜುವಾನ್ ಮಾರ್ಟಿನ್ ಡೆಲ್ ಪೊಟ್ರೊ ಅವರನ್ನು 6–3, 7–6 (7/4), 6–3 ನೇರ ಸೆಟ್‌ಗಳಲ್ಲಿ ಮಣಿಸುವ ಮೂಲಕ ಜಾಕೋವಿಕ್ ಮೂರನೇ ಬಾರಿಗೆ ಅಮೆರಿಕ ಓಪನ್ ಕಿರೀಟ ಮುಡಿಗೇರಿಸಿಕೊಂಡರು. ಇದು ಅವರ ವೃತ್ತಿ ಜೀವನದ 14ನೇ ಗ್ರ್ಯಾಂಡ್ ಸ್ಲಾಮ್ ಆಗಿದೆ. — [1217, 1902, 1459, 2039]
cinema-listing-table — [1089, 351, 1450, 739]
jayapura-story — [159, 1511, 522, 1753]
cinema-shows: 4 ಪ್ರದರ್ಶನ — [1398, 547, 1441, 560]
cinema-row — [1089, 563, 1450, 580]
lead-col1-text: ತಿ.ನರಸೀಪುರ, ಸೆ.10(ಎಸ್‌ಕೆ)– ಪೆಟ್ರೋಲ್ ಬೆಲೆ ಏರಿಕೆಯನ್ನು ಖಂಡಿಸಿ ಭಾರತ್ ಬಂದ್‌ಗೆ ಕರೆ ನೀಡಿದ್ದ ಹಿನ್ನೆಲೆಯಲ್ಲಿ ಪಟ್ಟಣದಲ್ಲಿಯೂ ಕಾಂಗ್ರೆಸ್ ಕಾರ್ಯಕರ್ತರು ಹಾಗೂ ದಲಿತ ಸಂಘಟನೆಗಳ ಮುಖಂಡರು ಸೋಮವಾರ ಪ್ರಧಾನ ನರೇಂದ್ರ ಮೋದಿ ನೇತೃತ್ವದ ಕೇಂದ್ರ ಸರ್ಕಾರದ ವಿರುದ್ಧ ಬೃಹತ್ ಪ್ರತಿಭಟನೆಯನ್ನು ನಡೆಸಿದರು. ಪಟ್ಟಣದ ಲೋಕೋಪಯೋಗಿ ಇಲಾಖೆ ಗೃಹದ ಬಳಿ ಜಮಾವಣೆಗೊಂಡ ಕಾಂಗ್ರೆಸ್ ಪಕ್ಷದ ಕಾರ್ಯಕರ್ತರು, ಮುಖಂಡರು ಮತ್ತು ದಲಿತ ಮುಖಂಡರು ಹೊಸ ತಿರುಮಕೂಡಲು ಚೌಕ ರಸ್ತೆಯಲ್ಲಿ ಪ್ರಧಾನಿ ನರೇಂದ್ರ ಮೋದಿ ಹಾಗೂ ಕೇಂದ್ರ ಸರ್ಕಾರದ ವಿರುದ್ಧ ಧಿಕ್ಕಾರ ಘೋಷಣೆಗಳನ್ನು ಕೂಗುತ್ತಾ ಪ್ರತಿಭಟನಾ ಮೆರವಣಿಗೆಯನ್ನು ಪ್ರಾರಂಭಿಸಿದರು. ಶಾಲೆಯ ಪ್ರವೇಶದ್ವಾರದಲ್ಲೇ ತೆರೆ ತೆರೆದಿದ್ದ ಅಂಗಡಿ ಮುಂಗಟ್ಟುಗಳನ್ನು ಬಾಗಿಲು ಮುಚ್ಚಿಸಿದರು. ನಂತರ ಲಿಂಕ್ ರಸ್ತೆಯಲ್ಲಿ ಮುಂದುವರೆದ ಮೆರವಣಿಗೆ ಭಗವಾನ್ ಚಿತ್ರಮಂದಿರ ವೃತ್ತ ಹಾಗೂ ಮಾರುಕಟ್ಟೆ ರಸ್ತೆಯ ಮಾರ್ಗವಾಗಿ ತೆರಳಿತು. ಪ್ರತಿಭಟನಾಕಾರರು ಆಗಮಿಸುತ್ತಿದ್ದಂತೆ ಅಂಗಡಿ ಮುಂಗಟ್ಟುಗಳ ಮಾಲೀಕರು ತಕ್ಷಣವೇ ಅಂಗಡಿಗಳ ಬಾಗಿಲು ಬಂದ್ ಮಾಡಿದರು. ನಂತರ ಮಾರುಕಟ್ಟೆ ರಸ್ತೆಯ ಮಾರ್ಗವಾಗಿ ತಾಲೂಕು ಕಚೇರಿ ಆವರಣದಲ್ಲಿ ತೆರಳಿ ಪ್ರತಿಭಟನಾ ಧರಣಿಯನ್ನು ನಡೆಸಿದರು. ನಂತರ ತಹಶೀಲ್ದಾರ್ ಹೆಚ್.ಎಸ್.ಪರಮೇಶ್ ಅವರಿಗೆ ಮನವಿ ಪತ್ರವನ್ನು ಸಲ್ಲಿಸಿದರು. ವರುಣ ಯೋಜನೆ ಜಾಗೃತಿ ಉಸ್ತುವಾರಿ ಸಮಿತಿ ಮಾಜಿ ಅಧ್ಯಕ್ಷ ಸುನೀಲ್ ಬೋಸ್ — [159, 341, 341, 939]
cinema-shows: 4 ಪ್ರದರ್ಶನ — [1398, 459, 1441, 472]
cinema-film: ಅಯೋಗ್ಯ (ಕ) — [1253, 442, 1303, 455]
col-shows: ಪ್ರದರ್ಶನ — [1397, 351, 1450, 369]
cinema-row — [1089, 686, 1450, 704]
cinema-film: ಗೀತಾಗೋವಿಂದಂ (ತೆ) — [1253, 459, 1329, 472]
sargur-photo-caption: ಸರಗೂರು ತಾಲೂಕು ಕಾಂಗ್ರೆಸ್ ಸಮಿತಿ ವತಿಯಿಂದ ಸರಗೂರು ವರ್ತಕರ ಸಂಘ ಹಾಗೂ ಎಲ್ಲಾ ಸಂಘ ಸಂಸ್ಥೆಗಳ ಸಹಕಾರದೊಂದಿಗೆ ಸರಗೂರಿನಲ್ಲಿ ಭಾರತ್ ಬಂದ್ ಆಚರಿಸಲಾಯಿತು. — [540, 1444, 1062, 1474]
sargur-headline — [533, 1018, 1068, 1067]
cinema-phone: (2427564) — [1159, 565, 1216, 578]
cinema-film: ಸಾಗರ ಹಿರಿದು ಪ್ರಾಥಮಿಕ ಶಾಲೆ (ಕ) — [1253, 547, 1374, 560]
entertainment-subtitle: ಮತ್ತು ಕ್ರೀಡೆ — [1106, 234, 1155, 249]
sports-body: ಲಂಡನ್, ಸೆ.10– ಇಲ್ಲಿನ ಕೆನ್ನಿಂಗ್ಟನ್ ಓವಲ್ ಮೈದಾನದಲ್ಲಿ ಇಂಗ್ಲೆಂಡ್ ವಿರುದ್ಧ ನಡೆಯುತ್ತಿರುವ ಅಂತಿಮ ಟೆಸ್ಟ್ ಪಂದ್ಯದಲ್ಲಿ ಭಾರತದ ಬ್ಯಾಟಿಂಗ್ ವೈಫಲ್ಯ ಮುಂದುವರೆದಿದ್ದು, ಸೋಲಿನ ಭೀತಿ ಎದುರಾಗಿದೆ. ಇಂಗ್ಲೆಂಡ್ ನೀಡಿರುವ 464 ರನ್‌ಗಳ ಬೃಹತ್ ಗುರಿಯನ್ನು ಬೆನ್ನತ್ತಿರುವ ಭಾರತ ತನ್ನ ಎರಡನೇ ಇನ್ನಿಂಗ್ಸ್‌ನಲ್ಲಿ 4ನೇ ದಿನದಾಟದಂತ್ಯಕ್ಕೆ ಭಾರತ 3 ವಿಕೆಟ್ ಕಳೆದುಕೊಂಡು 58 ರನ್‌ಗಳಿಸಿ ಭಾರೀ ಸಂಕಷ್ಟಕ್ಕೆ ಸಿಲುಕಿದೆ. ಭಾರತದ ಪರ ಶಿಖರ್ ಧವನ್ 1, ಚೇತೇಶ್ವರ ಪೂಜಾರ 0, ವಿರಾಟ್ ಕೊಹ್ಲಿ 0 ಸುತ್ತುವ ಮೂಲಕ ಭಾರತೀಯ ಅಭಿಮಾನಿಗಳಿಗೆ ನಿರಾಸೆ ಮೂಡಿಸಿದರು. ಕೆ.ಎಲ್.ರಾಹುಲ್ 46, ಅಜಿಂಕ್ಯಾ ರಹಾನೆ 10 ರನ್ ಗಳಿಸಿ 5ನೇ ದಿನಕ್ಕೆ ಬ್ಯಾಟಿಂಗ್ ಕಾಯ್ದುಕೊಂಡಿದ್ದಾರೆ. ಇಂಗ್ಲೆಂಡ್ ಪರ ಜೇಮ್ಸ್ ಆಂಡರ್ಸನ್ 2 ಹಾಗೂ ಸ್ಟುವರ್ಟ್ ಬ್ರಾಡ್ 1 ವಿಕೆಟ್ ಪಡೆದಿದ್ದಾರೆ. ಇದಕ್ಕೂ ಮುನ್ನ 2 ವಿಕೆಟ್‌ಗೆ 152ರನ್‌ಗಳಿಂದ 4ನೇ ದಿನದಾಟ ಆರಂಭಿಸಿದ ಇಂಗ್ಲೆಂಡ್ 8 ವಿಕೆಟ್ ಕಳೆದುಕೊಂಡು 423ರನ್‌ಗಳಿಗೆ ಡಿಕ್ಲೇರ್ ಮಾಡಿಕೊಂಡು 464ರನ್‌ಗಳ ಗುರಿ ನೀಡಿದೆ. ಅಲಸ್ಟೇರ್ ಕುಕ್ ವೃತ್ತಿಜೀವನದ ಕೊನೆಯ ಪಂದ್ಯದಲ್ಲಿ 147 ರನ್‌ಗಳಿಸಿ ಅವಿಸ್ಮರಣೀಯವಾಗಿಸಿಕೊಂಡರು. ಉಳಿದಂತೆ ನಾಯಕ ಜೋ ರೂಟ್ 125 ಗಳಿಸಿದರು. — [1080, 1474, 1459, 1716]
lead-col2-text: ಮಾತನಾಡಿ, ನಾಲ್ಕೂವರೆ ವರ್ಷಗಳ ಹಿಂದೆ ಕೇಂದ್ರದಲ್ಲಿ ಅಧಿಕಾರಕ್ಕೆ ಬರುವ ಪೂರ್ವದಲ್ಲಿ ಪ್ರಧಾನಿ ನರೇಂದ್ರ ಮೋದಿ ಅವರು ನೀಡಿದ್ದ ಯಾವುದೇ ಭರವಸೆಯನ್ನು ಈಡೇರಿಸದೆ ಸಂಪೂರ್ಣವಾಗಿ ವಿಫಲರಾಗಿದ್ದಾರೆ. ಮೇಲ್ವರ್ಗದ ಕಾಳಧನಿಕರಿಗೆ ಅನುಕೂಲವನ್ನು ಮಾಡಿಕೊಟ್ಟು ಬಡವರು ಮತ್ತು ಮಧ್ಯಮ ವರ್ಗದ ಜನರ ಬಳಸುವ ತೈಲಗಳ ಬೆಲೆಯನ್ನು ಏರಿಕೆ ಮಾಡಿ, ಬದುಕಿನ ಮೇಲೆ ಬರೆ ಎಳೆದಿದ್ದಾರೆ. ಬರೀ ಭಾಷಣದಲ್ಲಿಯೇ ಮೋಡಿ ಮಾಡಿ ಜನರ ಕಣ್ಣಿಗೆ ಮಣ್ಣೆರೆಚುವ ಕೆಲಸ ಮಾಡುತ್ತಿದ್ದಾರೆ ಎಂದು ಆರೋಪಿಸಿದರು. ಪ್ರಗತಿಪರ ಚಿಂತಕ ಕ.ಮ.ಸಿದ್ದರಾಜು ಮಾತನಾಡಿ, ಹೆಚ್ಚುವರಿ ದರ ಇಳಿಸುವಂತೆ ಒತ್ತಾಯಿಸಿದರು. — [352, 691, 524, 978]
reaction-box — [900, 339, 1067, 746]
inox-screen-label: ಸ್ಕ್ರೀನ್ 4 — [1081, 1138, 1139, 1169]
drc-screen-label: ಸ್ಕ್ರೀನ್ 2 — [1081, 871, 1139, 903]
